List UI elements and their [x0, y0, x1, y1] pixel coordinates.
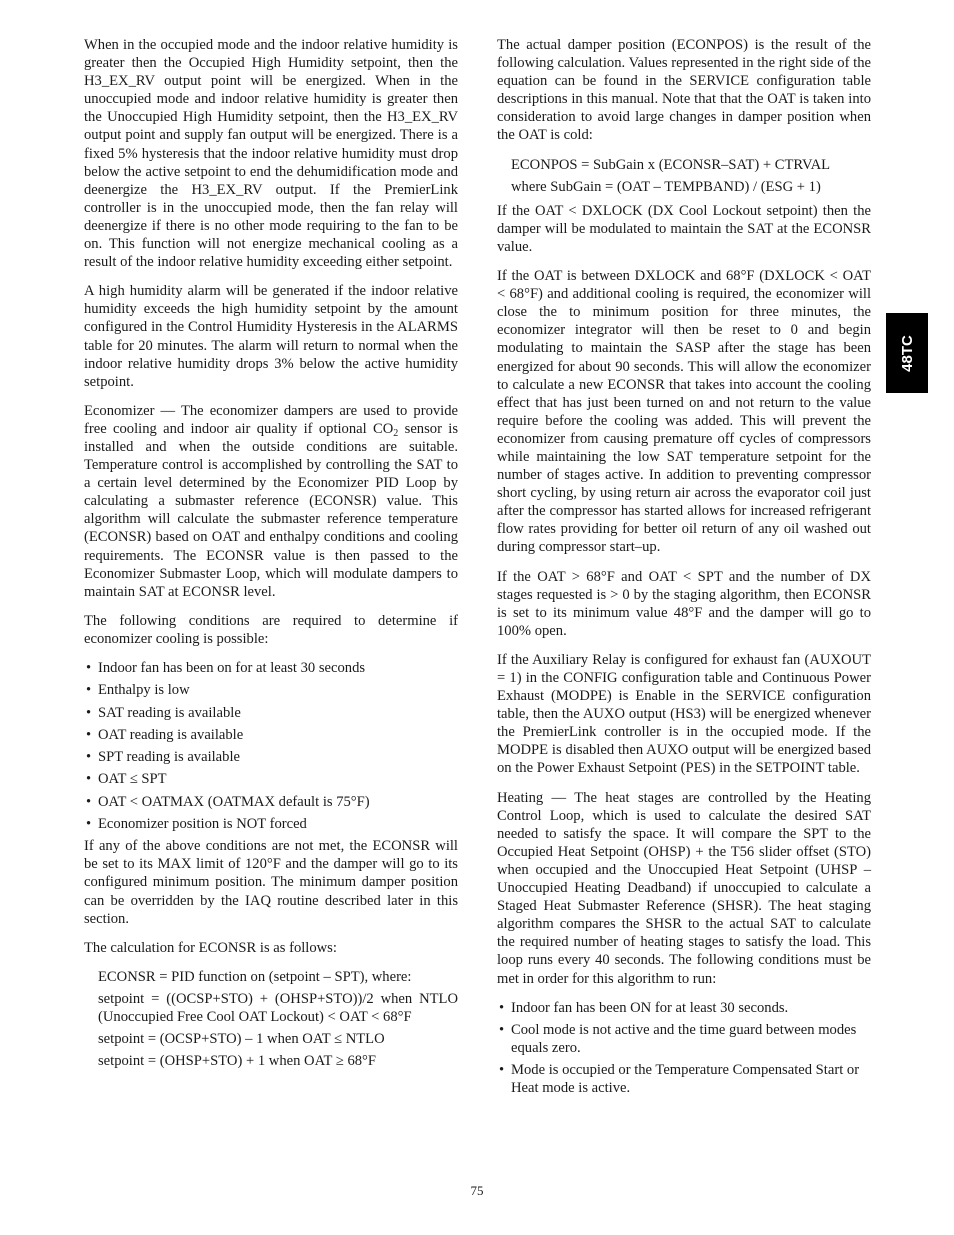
econsr-calc-intro: The calculation for ECONSR is as follows:: [84, 939, 337, 956]
setpoint-equation-2: setpoint = (OCSP+STO) – 1 when OAT ≤ NTLO: [98, 1031, 385, 1048]
list-item: • Economizer position is NOT forced: [84, 815, 458, 833]
economizer-conditions-list: [84, 659, 458, 833]
humidity-alarm-paragraph: A high humidity alarm will be generated if the indoor relative humidity exceeds the high humidity setpoint by the amount configured in the Control Humidity Hysteresis in the ALARMS table for 20 minutes. The alarm will return to normal when the indoor relative humidity drops 3% below the active humidity setpoint.: [84, 283, 458, 390]
list-item: • Mode is occupied or the Temperature Compensated Start or Heat mode is active.: [497, 1061, 871, 1097]
econsr-equation: ECONSR = PID function on (setpoint – SPT), where:: [98, 968, 412, 985]
conditions-not-met-paragraph: If any of the above conditions are not met, the ECONSR will be set to its MAX limit of 120°F and the damper will go to its configured minimum position. The minimum damper position can be overridden by the IAQ routine described later in this section.: [84, 838, 458, 927]
economizer-text-a: Economizer — The economizer dampers are used to provide free cooling and indoor air quality if optional CO: [84, 402, 458, 437]
page-number: 75: [470, 1183, 484, 1198]
dxlock-paragraph: If the OAT < DXLOCK (DX Cool Lockout setpoint) then the damper will be modulated to maintain the SAT at the ECONSR value.: [497, 202, 871, 255]
list-item: • SAT reading is available: [84, 704, 458, 722]
left-column: [84, 36, 458, 1074]
setpoint-equation-1: setpoint = ((OCSP+STO) + (OHSP+STO))/2 when NTLO (Unoccupied Free Cool OAT Lockout) < OAT < 68°F: [98, 990, 458, 1025]
oat-above-68-paragraph: If the OAT > 68°F and OAT < SPT and the number of DX stages requested is > 0 by the staging algorithm, then ECONSR is set to its minimum value 48°F and the damper will go to 100% open.: [497, 568, 871, 639]
conditions-intro: The following conditions are required to determine if economizer cooling is possible:: [84, 612, 458, 647]
dxlock-range-paragraph: If the OAT is between DXLOCK and 68°F (DXLOCK < OAT < 68°F) and additional cooling is required, the economizer will close the to minimum position for three minutes, the economizer integrator will then be reset to 0 and begin modulating to maintain the SASP after the stage has been energized for about 90 seconds. This will allow the economizer to calculate a new ECONSR that takes into account the cooling effect that has just been turned on and not return to the value require before the cooling was added. This will prevent the economizer from causing premature off cycles of compressors while maintaining the low SAT temperature setpoint for the number of stages active. In addition to preventing compressor short cycling, by using return air across the evaporator coil just after the compressor has started allows for increased refrigerant flow rates providing for better oil return of any oil washed out during compressor start–up.: [497, 268, 871, 556]
list-item: • OAT ≤ SPT: [84, 770, 458, 788]
right-column: [497, 36, 871, 1102]
section-tab-label: 48TC: [898, 334, 916, 372]
list-item: • SPT reading is available: [84, 748, 458, 766]
heating-paragraph: Heating — The heat stages are controlled by the Heating Control Loop, which is used to calculate the desired SAT needed to satisfy the space. It will compare the SPT to the Occupied Heat Setpoint (OHSP) + the T56 slider offset (STO) when occupied and the Unoccupied Heat Setpoint (UHSP – Unoccupied Heating Deadband) if unoccupied to calculate a Staged Heat Submaster Reference (SHSR). The heat staging algorithm compares the SHSR to the actual SAT to calculate the required number of heating stages to satisfy the load. This loop runs every 40 seconds. The following conditions must be met in order for this algorithm to run:: [497, 789, 871, 987]
damper-position-paragraph: The actual damper position (ECONPOS) is the result of the following calculation. Values represented in the right side of the equation can be found in the SERVICE configuration table descriptions in this manual. Note that that the OAT is taken into consideration to avoid large changes in damper position when the OAT is cold:: [497, 37, 871, 144]
list-item: • Indoor fan has been on for at least 30 seconds: [84, 659, 458, 677]
humidity-paragraph: When in the occupied mode and the indoor relative humidity is greater then the Occupied High Humidity setpoint, then the H3_EX_RV output point will be energized. When in the unoccupied mode and indoor relative humidity is greater then the Unoccupied High Humidity setpoint, then the H3_EX_RV output point and supply fan output will be energized. There is a fixed 5% hysteresis that the indoor relative humidity must drop below the active setpoint to end the dehumidification mode and deenergize the H3_EX_RV output. If the PremierLink controller is in the unoccupied mode, then the fan relay will deenergize if there is no other mode requiring to the fan to be on. This function will not energize mechanical cooling as a result of the indoor relative humidity exceeding either setpoint.: [84, 37, 458, 271]
heating-conditions-list: [497, 999, 871, 1098]
list-item: • OAT < OATMAX (OATMAX default is 75°F): [84, 793, 458, 811]
co2-subscript: 2: [393, 427, 399, 439]
list-item: • Cool mode is not active and the time guard between modes equals zero.: [497, 1021, 871, 1057]
subgain-equation: where SubGain = (OAT – TEMPBAND) / (ESG + 1): [511, 178, 821, 195]
list-item: • Enthalpy is low: [84, 681, 458, 699]
econpos-equation: ECONPOS = SubGain x (ECONSR–SAT) + CTRVAL: [511, 156, 831, 173]
section-tab: [886, 313, 928, 393]
auxiliary-relay-paragraph: If the Auxiliary Relay is configured for exhaust fan (AUXOUT = 1) in the CONFIG configuration table and Continuous Power Exhaust (MODPE) is Enable in the SERVICE configuration table, then the AUXO output (HS3) will be energized whenever the PremierLink controller is in the occupied mode. If the MODPE is disabled then AUXO output will be energized based on the Power Exhaust Setpoint (PES) in the SETPOINT table.: [497, 651, 871, 777]
list-item: • OAT reading is available: [84, 726, 458, 744]
economizer-paragraph: [84, 402, 458, 601]
economizer-text-b: sensor is installed and when the outside conditions are suitable. Temperature control is accomplished by controlling the SAT to a certain level determined by the Economizer PID Loop by calculating a submaster reference (ECONSR) value. This algorithm will calculate the submaster reference temperature (ECONSR) based on OAT and enthalpy conditions and cooling requirements. The ECONSR value is then passed to the Economizer Submaster Loop, which will modulate dampers to maintain SAT at ECONSR level.: [84, 420, 459, 600]
setpoint-equation-3: setpoint = (OHSP+STO) + 1 when OAT ≥ 68°F: [98, 1053, 377, 1070]
list-item: • Indoor fan has been ON for at least 30 seconds.: [497, 999, 871, 1017]
